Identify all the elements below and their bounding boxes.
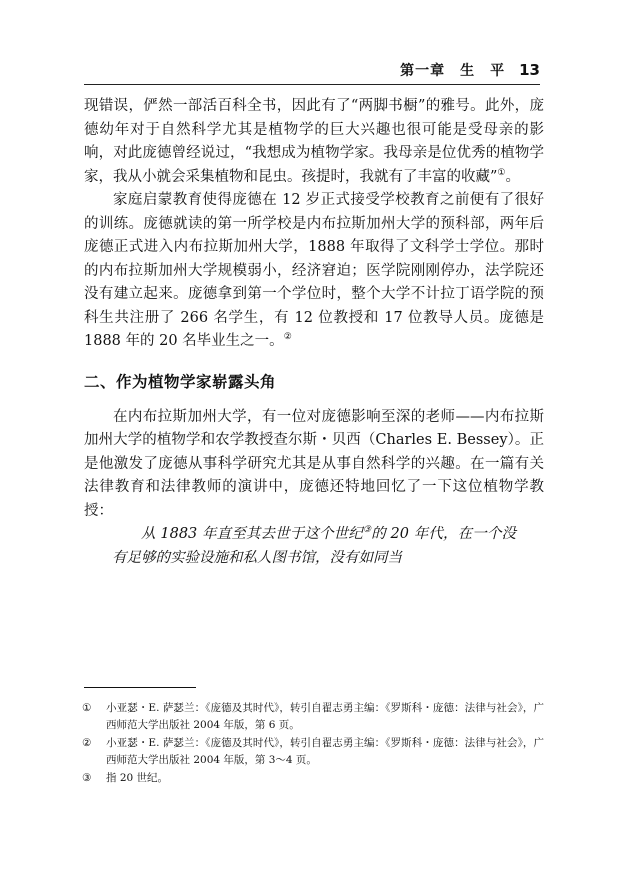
block-quote [84, 523, 544, 570]
footnote-rule [84, 687, 196, 688]
paragraph-1 [84, 95, 544, 189]
footnote-ref-3[interactable]: ③ [362, 525, 372, 535]
quote-text-a: 从 1883 年直至其去世于这个世纪 [141, 526, 363, 542]
footnotes [84, 700, 544, 788]
header-rule [84, 84, 540, 85]
quote-text-b: 的 20 年代，在一个没有足够的实验设施和私人图书馆，没有如同当 [112, 526, 516, 566]
running-header [84, 60, 540, 80]
paragraph-1-end: 。 [505, 168, 520, 185]
footnote-ref-2[interactable]: ② [283, 332, 292, 342]
page-number: 13 [519, 61, 540, 79]
main-text [84, 95, 544, 570]
footnote-mark: ③ [82, 772, 92, 784]
footnote-text: 小亚瑟・E. 萨瑟兰：《庞德及其时代》，转引自翟志勇主编：《罗斯科・庞德：法律与社会》，广西师范大学出版社 2004 年版，第 3～4 页。 [106, 737, 544, 766]
footnote-mark: ② [82, 737, 92, 749]
footnote-mark: ① [82, 702, 92, 714]
footnote-3 [84, 770, 544, 787]
paragraph-3: 在内布拉斯加州大学，有一位对庞德影响至深的老师——内布拉斯加州大学的植物学和农学教授查尔斯・贝西（Charles E. Bessey）。正是他激发了庞德从事科学研究尤其是从事自然科学的兴趣。在一篇有关法律教育和法律教师的演讲中，庞德还特地回忆了一下这位植物学教授： [84, 408, 544, 519]
footnote-text: 小亚瑟・E. 萨瑟兰：《庞德及其时代》，转引自翟志勇主编：《罗斯科・庞德：法律与社会》，广西师范大学出版社 2004 年版，第 6 页。 [106, 702, 544, 731]
section-heading: 二、作为植物学家崭露头角 [84, 372, 277, 391]
chapter-title: 第一章 生 平 [400, 63, 506, 79]
footnote-text: 指 20 世纪。 [106, 772, 169, 784]
footnote-1 [84, 700, 544, 734]
footnote-ref-1[interactable]: ① [497, 167, 506, 178]
paragraph-2 [84, 189, 544, 354]
footnote-2 [84, 735, 544, 769]
paragraph-2-text: 家庭启蒙教育使得庞德在 12 岁正式接受学校教育之前便有了很好的训练。庞德就读的第一所学校是内布拉斯加州大学的预科部，两年后庞德正式进入内布拉斯加州大学，1888 年取得了文科学士学位。那时的内布拉斯加州大学规模弱小，经济窘迫；医学院刚刚停办，法学院还没有建立起来。庞德拿到第一个学位时，整个大学不计拉丁语学院的预科生共注册了 266 名学生，有 12 位教授和 17 位教导人员。庞德是1888 年的 20 名毕业生之一。 [84, 192, 544, 349]
paragraph-1-text: 现错误，俨然一部活百科全书，因此有了“两脚书橱”的雅号。此外，庞德幼年对于自然科学尤其是植物学的巨大兴趣也很可能是受母亲的影响，对此庞德曾经说过，“我想成为植物学家。我母亲是位优秀的植物学家，我从小就会采集植物和昆虫。孩提时，我就有了丰富的收藏” [84, 98, 544, 185]
